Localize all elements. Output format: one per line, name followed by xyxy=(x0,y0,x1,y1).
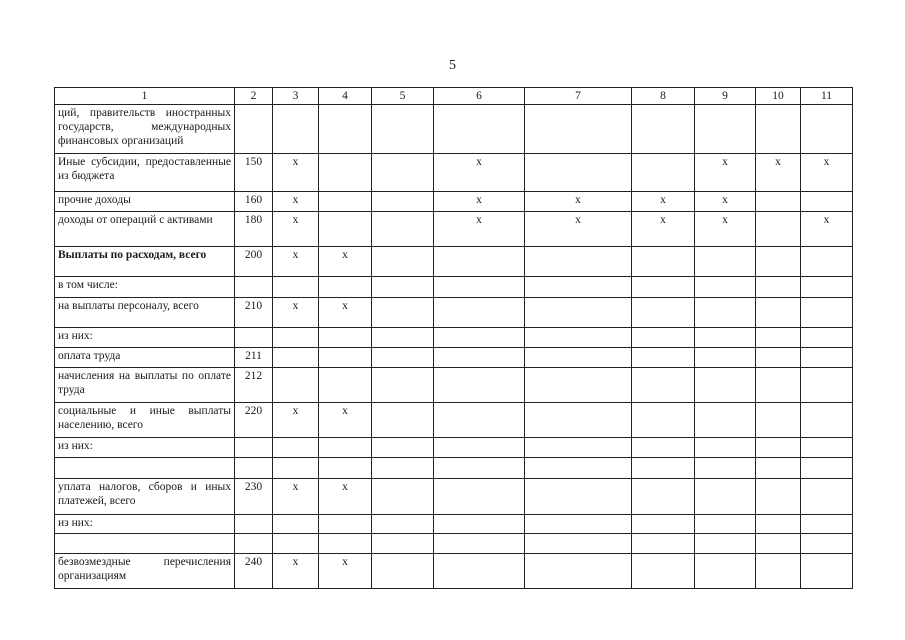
cell-mark xyxy=(756,479,801,515)
cell-mark xyxy=(801,348,853,368)
cell-mark xyxy=(695,479,756,515)
table-row xyxy=(55,458,853,479)
row-code xyxy=(235,277,273,298)
cell-mark xyxy=(372,554,434,589)
cell-mark xyxy=(632,403,695,438)
cell-mark xyxy=(372,438,434,458)
cell-mark xyxy=(632,438,695,458)
cell-mark xyxy=(319,534,372,554)
table-row xyxy=(55,328,853,348)
table-row xyxy=(55,192,853,212)
row-code xyxy=(235,458,273,479)
row-label: из них: xyxy=(55,328,235,348)
cell-mark xyxy=(273,105,319,154)
cell-mark xyxy=(372,534,434,554)
cell-mark xyxy=(695,534,756,554)
cell-mark xyxy=(695,515,756,534)
cell-mark xyxy=(273,348,319,368)
cell-mark: x xyxy=(273,479,319,515)
row-code: 230 xyxy=(235,479,273,515)
table-row xyxy=(55,554,853,589)
cell-mark xyxy=(801,554,853,589)
cell-mark xyxy=(695,368,756,403)
cell-mark: x xyxy=(695,154,756,192)
row-code xyxy=(235,105,273,154)
cell-mark xyxy=(525,105,632,154)
column-header: 6 xyxy=(434,88,525,105)
cell-mark xyxy=(695,438,756,458)
cell-mark: x xyxy=(801,154,853,192)
cell-mark xyxy=(695,458,756,479)
cell-mark xyxy=(273,534,319,554)
cell-mark xyxy=(372,328,434,348)
row-label: начисления на выплаты по оплате труда xyxy=(55,368,235,403)
cell-mark xyxy=(801,328,853,348)
cell-mark xyxy=(319,277,372,298)
table-row xyxy=(55,105,853,154)
column-header: 1 xyxy=(55,88,235,105)
cell-mark xyxy=(756,403,801,438)
cell-mark xyxy=(632,348,695,368)
cell-mark xyxy=(372,212,434,247)
row-code xyxy=(235,438,273,458)
cell-mark xyxy=(695,328,756,348)
cell-mark: x xyxy=(695,192,756,212)
cell-mark xyxy=(372,154,434,192)
cell-mark xyxy=(525,515,632,534)
cell-mark: x xyxy=(319,554,372,589)
cell-mark xyxy=(756,298,801,328)
cell-mark: x xyxy=(273,403,319,438)
cell-mark xyxy=(434,368,525,403)
table-row xyxy=(55,277,853,298)
table-row xyxy=(55,438,853,458)
row-code: 160 xyxy=(235,192,273,212)
cell-mark xyxy=(801,458,853,479)
row-code xyxy=(235,515,273,534)
cell-mark: x xyxy=(319,247,372,277)
cell-mark xyxy=(632,105,695,154)
table-row xyxy=(55,247,853,277)
cell-mark xyxy=(695,277,756,298)
cell-mark xyxy=(319,328,372,348)
cell-mark xyxy=(695,403,756,438)
cell-mark xyxy=(632,458,695,479)
row-code: 211 xyxy=(235,348,273,368)
cell-mark xyxy=(372,458,434,479)
cell-mark xyxy=(756,438,801,458)
cell-mark xyxy=(525,247,632,277)
table-row xyxy=(55,368,853,403)
table-row xyxy=(55,479,853,515)
row-label: Иные субсидии, предоставленные из бюджета xyxy=(55,154,235,192)
row-label: из них: xyxy=(55,515,235,534)
cell-mark xyxy=(319,154,372,192)
cell-mark xyxy=(756,192,801,212)
cell-mark: x xyxy=(273,212,319,247)
cell-mark: x xyxy=(273,554,319,589)
cell-mark: x xyxy=(273,298,319,328)
cell-mark xyxy=(273,368,319,403)
table-row xyxy=(55,515,853,534)
column-header: 4 xyxy=(319,88,372,105)
cell-mark xyxy=(273,438,319,458)
cell-mark xyxy=(801,534,853,554)
row-label: прочие доходы xyxy=(55,192,235,212)
column-header: 5 xyxy=(372,88,434,105)
cell-mark xyxy=(525,368,632,403)
cell-mark xyxy=(319,212,372,247)
cell-mark xyxy=(372,479,434,515)
row-label: в том числе: xyxy=(55,277,235,298)
row-label: безвозмездные перечисления организациям xyxy=(55,554,235,589)
cell-mark xyxy=(632,554,695,589)
cell-mark xyxy=(632,515,695,534)
cell-mark xyxy=(756,458,801,479)
column-header: 9 xyxy=(695,88,756,105)
cell-mark xyxy=(632,328,695,348)
cell-mark xyxy=(319,368,372,403)
cell-mark xyxy=(756,348,801,368)
cell-mark xyxy=(632,479,695,515)
cell-mark xyxy=(695,554,756,589)
cell-mark xyxy=(801,403,853,438)
row-label: из них: xyxy=(55,438,235,458)
cell-mark xyxy=(273,458,319,479)
cell-mark xyxy=(372,368,434,403)
cell-mark xyxy=(632,298,695,328)
cell-mark xyxy=(756,328,801,348)
cell-mark: x xyxy=(801,212,853,247)
column-header: 3 xyxy=(273,88,319,105)
cell-mark xyxy=(434,403,525,438)
cell-mark xyxy=(695,247,756,277)
cell-mark: x xyxy=(434,212,525,247)
cell-mark: x xyxy=(319,298,372,328)
cell-mark: x xyxy=(434,192,525,212)
cell-mark xyxy=(756,554,801,589)
cell-mark xyxy=(434,534,525,554)
cell-mark xyxy=(372,515,434,534)
row-label: оплата труда xyxy=(55,348,235,368)
cell-mark xyxy=(434,277,525,298)
cell-mark: x xyxy=(273,154,319,192)
cell-mark xyxy=(801,368,853,403)
cell-mark xyxy=(434,348,525,368)
cell-mark xyxy=(525,479,632,515)
cell-mark xyxy=(525,534,632,554)
row-code xyxy=(235,328,273,348)
row-label: ций, правительств иностранных государств, международных финансовых организаций xyxy=(55,105,235,154)
cell-mark xyxy=(434,554,525,589)
column-header: 7 xyxy=(525,88,632,105)
cell-mark xyxy=(525,277,632,298)
cell-mark xyxy=(801,247,853,277)
cell-mark: x xyxy=(273,247,319,277)
cell-mark: x xyxy=(319,403,372,438)
cell-mark xyxy=(756,277,801,298)
cell-mark xyxy=(319,515,372,534)
cell-mark xyxy=(372,105,434,154)
cell-mark xyxy=(632,277,695,298)
row-code: 150 xyxy=(235,154,273,192)
cell-mark xyxy=(319,438,372,458)
cell-mark xyxy=(695,298,756,328)
cell-mark xyxy=(801,192,853,212)
column-header: 10 xyxy=(756,88,801,105)
cell-mark: x xyxy=(525,212,632,247)
row-label: доходы от операций с активами xyxy=(55,212,235,247)
cell-mark xyxy=(434,328,525,348)
cell-mark xyxy=(632,368,695,403)
cell-mark xyxy=(372,348,434,368)
cell-mark xyxy=(756,515,801,534)
cell-mark: x xyxy=(632,192,695,212)
cell-mark xyxy=(434,298,525,328)
table-row xyxy=(55,403,853,438)
table-row xyxy=(55,212,853,247)
cell-mark xyxy=(319,458,372,479)
cell-mark xyxy=(801,277,853,298)
cell-mark xyxy=(756,368,801,403)
cell-mark xyxy=(801,515,853,534)
row-code xyxy=(235,534,273,554)
row-label: социальные и иные выплаты населению, всего xyxy=(55,403,235,438)
cell-mark xyxy=(632,247,695,277)
row-code: 240 xyxy=(235,554,273,589)
cell-mark xyxy=(525,298,632,328)
row-code: 210 xyxy=(235,298,273,328)
row-code: 200 xyxy=(235,247,273,277)
cell-mark xyxy=(319,105,372,154)
cell-mark: x xyxy=(632,212,695,247)
financial-plan-table xyxy=(54,87,853,589)
cell-mark xyxy=(372,298,434,328)
cell-mark xyxy=(525,438,632,458)
cell-mark xyxy=(372,403,434,438)
cell-mark xyxy=(525,554,632,589)
table-row xyxy=(55,154,853,192)
cell-mark xyxy=(525,154,632,192)
cell-mark xyxy=(525,403,632,438)
cell-mark xyxy=(434,105,525,154)
cell-mark: x xyxy=(273,192,319,212)
cell-mark: x xyxy=(525,192,632,212)
row-label: на выплаты персоналу, всего xyxy=(55,298,235,328)
cell-mark xyxy=(756,105,801,154)
cell-mark xyxy=(372,192,434,212)
cell-mark xyxy=(434,479,525,515)
row-label: Выплаты по расходам, всего xyxy=(55,247,235,277)
cell-mark xyxy=(372,277,434,298)
cell-mark xyxy=(756,247,801,277)
cell-mark xyxy=(801,298,853,328)
cell-mark xyxy=(319,192,372,212)
cell-mark: x xyxy=(319,479,372,515)
cell-mark xyxy=(434,458,525,479)
cell-mark xyxy=(695,348,756,368)
row-label xyxy=(55,534,235,554)
cell-mark xyxy=(801,438,853,458)
cell-mark: x xyxy=(434,154,525,192)
cell-mark xyxy=(273,515,319,534)
table-row xyxy=(55,534,853,554)
cell-mark xyxy=(525,328,632,348)
cell-mark xyxy=(434,438,525,458)
cell-mark xyxy=(273,277,319,298)
cell-mark xyxy=(273,328,319,348)
cell-mark xyxy=(525,458,632,479)
column-header: 2 xyxy=(235,88,273,105)
page-number: 5 xyxy=(449,58,456,73)
row-code: 212 xyxy=(235,368,273,403)
column-header: 8 xyxy=(632,88,695,105)
cell-mark xyxy=(695,105,756,154)
cell-mark xyxy=(319,348,372,368)
cell-mark xyxy=(632,534,695,554)
cell-mark xyxy=(756,534,801,554)
cell-mark xyxy=(434,247,525,277)
row-label xyxy=(55,458,235,479)
cell-mark xyxy=(801,479,853,515)
cell-mark xyxy=(801,105,853,154)
row-label: уплата налогов, сборов и иных платежей, всего xyxy=(55,479,235,515)
cell-mark xyxy=(525,348,632,368)
table-row xyxy=(55,348,853,368)
row-code: 220 xyxy=(235,403,273,438)
row-code: 180 xyxy=(235,212,273,247)
column-header: 11 xyxy=(801,88,853,105)
cell-mark xyxy=(756,212,801,247)
table-row xyxy=(55,298,853,328)
cell-mark xyxy=(372,247,434,277)
cell-mark xyxy=(632,154,695,192)
cell-mark: x xyxy=(695,212,756,247)
cell-mark xyxy=(434,515,525,534)
column-number-row xyxy=(55,88,853,105)
cell-mark: x xyxy=(756,154,801,192)
